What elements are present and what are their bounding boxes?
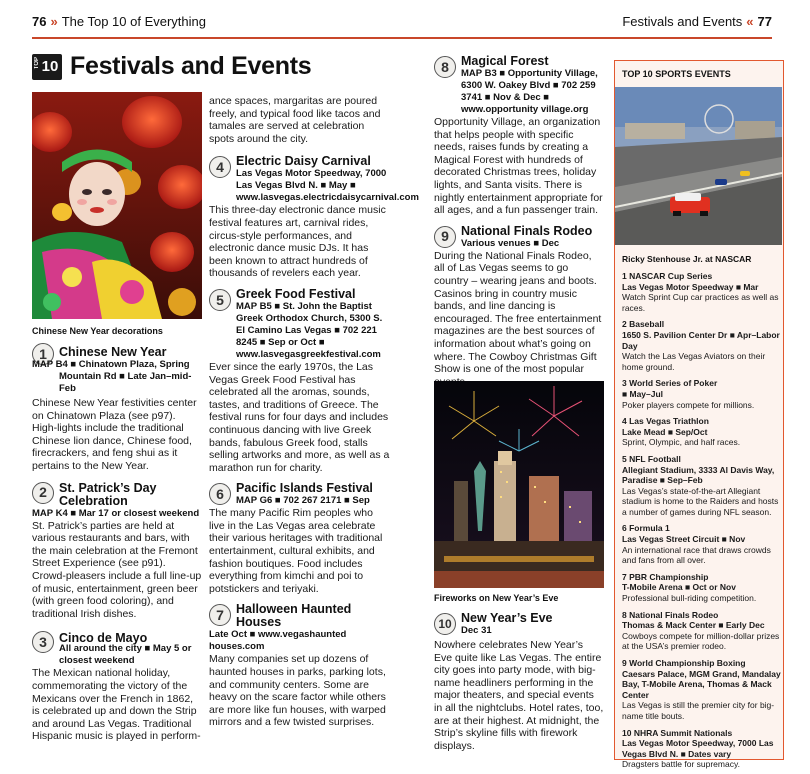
entry-title: Greek Food Festival xyxy=(236,286,356,301)
entry-number-badge: 7 xyxy=(209,604,231,626)
page-number-right: 77 xyxy=(757,14,772,29)
list-item: 6 Formula 1 Las Vegas Street Circuit ■ Nov An international race that draws crowds and fans from all over. xyxy=(622,523,771,566)
list-item xyxy=(32,342,202,473)
entry-body: During the National Finals Rodeo, all of Las Vegas seems to go country – wearing jeans and boots. Casinos bring in country music bands, and line dancing is encouraged. The free entertainment magazines are the best sources of information about what’s going on where. The Cowboy Christmas Gift Show is one of the most popular xyxy=(434,249,602,376)
entry-body: Opportunity Village, an organization that helps people with specific needs, raises funds by creating a Magical Forest with hundreds of decorated Christmas trees, holiday lights, and Santa visits. There is nightly entertainment appropriate for all ages, and a fun passenger train. xyxy=(434,116,603,217)
list-item: 7 PBR Championship T-Mobile Arena ■ Oct or Nov Professional bull-riding competition. xyxy=(622,571,757,604)
column-3-lower xyxy=(434,612,604,752)
list-item: 9 World Championship Boxing Caesars Palace, MGM Grand, Mandalay Bay, T-Mobile Arena, Thomas & Mack Center Las Vegas is still the premier city for big-name title bouts. xyxy=(622,658,781,721)
entry-number-badge: 4 xyxy=(209,156,231,178)
sidebar-photo-caption: Ricky Stenhouse Jr. at NASCAR xyxy=(622,254,752,264)
list-item: 3 World Series of Poker ■ May–Jul Poker players compete for millions. xyxy=(622,378,755,410)
list-item xyxy=(434,612,604,752)
photo-nascar xyxy=(615,87,782,245)
chevron-right-icon: » xyxy=(50,14,58,29)
entry-info: MAP B3 ■ Opportunity Village, 6300 W. Oakey Blvd ■ 702 259 3741 ■ Nov & Dec ■ www.opportunity village.org xyxy=(461,68,598,115)
sidebar-title: TOP 10 SPORTS EVENTS xyxy=(622,69,731,79)
entry-number-badge: 8 xyxy=(434,56,456,78)
section-heading xyxy=(32,52,311,81)
entry-body: St. Patrick’s parties are held at various restaurants and bars, with the main celebration at the Fremont Street Experience (see p91). Crowd-pleasers include a full line-up of music, entertainment, green beer (with green food coloring), and traditional Irish dishes. xyxy=(32,519,202,620)
entry-body: The many Pacific Rim peoples who live in the Las Vegas area celebrate their various heritages with traditional entertainment, cultural exhibits, and fashion boutiques. Food includes everything from kimchi and poi to potstickers and teriyaki. xyxy=(209,507,383,595)
entry-title: St. Patrick’s Day Celebration xyxy=(59,480,157,508)
entry-body: Many companies set up dozens of haunted houses in parks, parking lots, and community centers. Some are heavy on the scare factor while others are more like fun houses, with warped mirrors and a few twisted surprises. xyxy=(209,653,386,729)
photo-chinese-new-year xyxy=(32,92,202,319)
entry-number-badge: 2 xyxy=(32,482,54,504)
list-item: 1 NASCAR Cup Series Las Vegas Motor Speedway ■ Mar Watch Sprint Cup car practices as well as races. xyxy=(622,271,779,313)
column-2 xyxy=(209,95,419,729)
entry-body: Ever since the early 1970s, the Las Vegas Greek Food Festival has celebrated all the aromas, sounds, tastes, and traditions of Greece. The festival runs for four days and includes continuous dancing with live Greek bands, fabulous Greek food, stalls selling artworks and more, as well as a marathon run for charity. xyxy=(209,360,390,474)
list-item xyxy=(32,481,202,621)
entry-number-badge: 10 xyxy=(434,613,456,635)
entry-title: Pacific Islands Festival xyxy=(236,481,373,496)
entry-title: National Finals Rodeo xyxy=(461,223,593,238)
sidebar-sports-events xyxy=(614,60,784,770)
list-item xyxy=(209,288,391,474)
column-1 xyxy=(32,342,202,743)
entry-continuation: ance spaces, margaritas are poured freely, and typical food like tacos and tamales are served at celebration spots around the city. xyxy=(209,95,381,145)
entry-number-badge: 6 xyxy=(209,483,231,505)
list-item xyxy=(434,55,604,217)
top10-logo-icon: TOP 10 xyxy=(32,54,62,80)
column-3 xyxy=(434,55,604,388)
list-item xyxy=(209,154,419,280)
list-item: 2 Baseball 1650 S. Pavilion Center Dr ■ Apr–Labor Day Watch the Las Vegas Aviators on their home ground. xyxy=(622,319,780,372)
list-item xyxy=(209,603,391,729)
list-item xyxy=(434,225,604,389)
entry-number-badge: 5 xyxy=(209,289,231,311)
entry-title: Chinese New Year xyxy=(59,345,167,359)
list-item: 10 NHRA Summit Nationals Las Vegas Motor Speedway, 7000 Las Vegas Blvd N. ■ Dates vary Dragsters battle for supremacy. xyxy=(622,727,774,770)
entry-number-badge: 9 xyxy=(434,226,456,248)
entry-title: New Year’s Eve xyxy=(461,611,553,625)
entry-info: All around the city ■ May 5 or closest weekend xyxy=(59,643,192,667)
entry-info: MAP B5 ■ St. John the Baptist Greek Orthodox Church, 5300 S. El Camino Las Vegas ■ 702 221 8245 ■ Sep or Oct ■ www.lasvegasgreekfestival.com xyxy=(236,300,383,360)
entry-body: Nowhere celebrates New Year’s Eve quite like Las Vegas. The entire city goes into party mode, with big-name headliners performing in the major theaters, and special events in all the nightclubs. Hotel rates, too, are at their highest. At midnight, the Strip’s skyline fills with firework displays. xyxy=(434,639,604,752)
entry-info: Late Oct ■ www.vegashaunted houses.com xyxy=(209,629,347,653)
header-rule xyxy=(32,37,772,39)
running-head-right xyxy=(622,14,772,29)
photo-caption-chinese-new-year: Chinese New Year decorations xyxy=(32,326,163,336)
chapter-title-right: Festivals and Events xyxy=(622,14,743,29)
entry-title: Magical Forest xyxy=(461,54,549,68)
entry-info: Las Vegas Motor Speedway, 7000 Las Vegas Blvd N. ■ May ■ www.lasvegas.electricdaisycarnival.com xyxy=(236,168,419,204)
entry-body: Chinese New Year festivities center on Chinatown Plaza (see p97). High-lights include the traditional Chinese lion dance, Chinese food, firecrackers, and feng shui as it pertains to the New Year. xyxy=(32,397,197,472)
list-item: 4 Las Vegas Triathlon Lake Mead ■ Sep/Oct Sprint, Olympic, and half races. xyxy=(622,416,741,448)
list-item xyxy=(32,630,202,743)
chapter-title-left: The Top 10 of Everything xyxy=(61,14,206,29)
sidebar-list xyxy=(622,271,782,774)
entry-number-badge: 3 xyxy=(32,631,54,653)
entry-info: MAP B4 ■ Chinatown Plaza, Spring Mountain Rd ■ Late Jan–mid-Feb xyxy=(32,359,192,394)
entry-number-badge: 1 xyxy=(32,343,54,365)
entry-title: Cinco de Mayo xyxy=(59,631,148,646)
running-head-left xyxy=(32,14,206,29)
entry-info: Various venues ■ Dec xyxy=(461,237,560,249)
photo-fireworks xyxy=(434,381,604,588)
list-item xyxy=(209,482,391,595)
entry-body: This three-day electronic dance music festival features art, carnival rides, circus-style performances, and electronic dance music DJs. It has been known to attract hundreds of thousands of revelers each year. xyxy=(209,204,386,280)
photo-caption-fireworks: Fireworks on New Year’s Eve xyxy=(434,593,559,603)
entry-info: Dec 31 xyxy=(461,625,492,636)
page-number-left: 76 xyxy=(32,14,47,29)
list-item: 5 NFL Football Allegiant Stadium, 3333 Al Davis Way, Paradise ■ Sep–Feb Las Vegas’s state-of-the-art Allegiant stadium is home to the Raiders and hosts a number of games during NFL season. xyxy=(622,453,779,517)
list-item: 8 National Finals Rodeo Thomas & Mack Center ■ Early Dec Cowboys compete for million-dollar prizes at the USA’s premier rodeo. xyxy=(622,609,780,652)
entry-info: MAP K4 ■ Mar 17 or closest weekend xyxy=(32,507,200,519)
entry-title: Halloween Haunted Houses xyxy=(236,602,352,630)
entry-body: The Mexican national holiday, commemorating the victory of the Mexicans over the French in 1862, is celebrated up and down the Strip and around Las Vegas. Traditional Hispanic music is played in perform- xyxy=(32,667,201,743)
entry-info: MAP G6 ■ 702 267 2171 ■ Sep xyxy=(236,495,370,507)
entry-title: Electric Daisy Carnival xyxy=(236,154,371,169)
page-title: Festivals and Events xyxy=(70,52,312,80)
chevron-left-icon: « xyxy=(746,14,754,29)
